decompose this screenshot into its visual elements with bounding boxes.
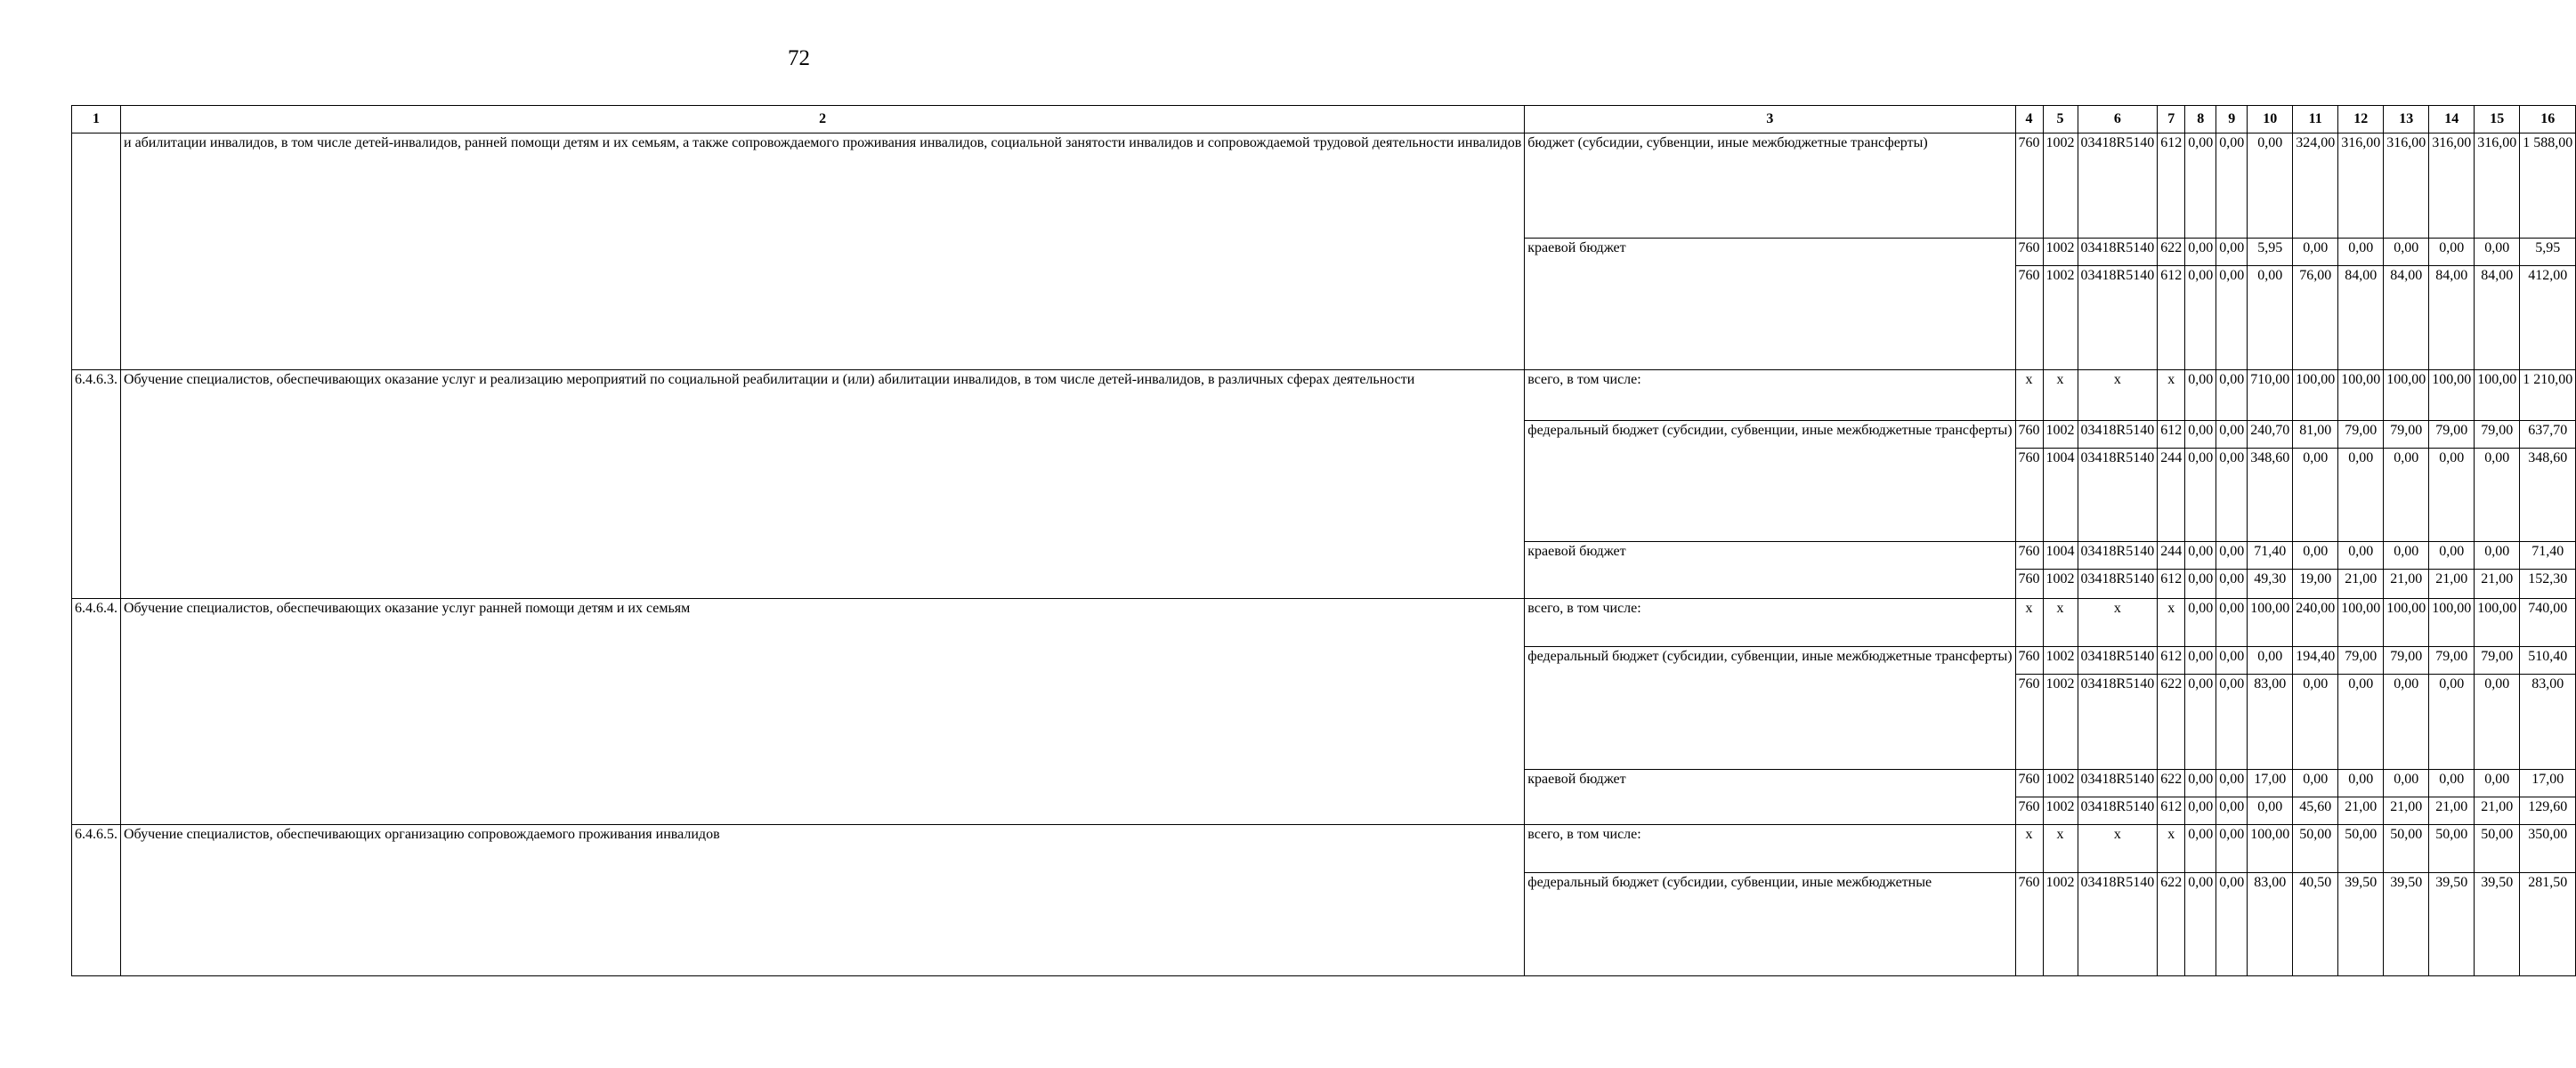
header-cell: 14 [2429,106,2475,134]
col4-cell: 760 [2015,797,2043,825]
col7-cell: 622 [2158,239,2185,266]
value-cell: 100,00 [2384,599,2429,647]
section-id-cell [72,134,121,370]
value-cell: 412,00 [2520,266,2576,370]
header-cell: 8 [2185,106,2216,134]
value-cell: 39,50 [2338,873,2384,976]
value-cell: 79,00 [2384,421,2429,449]
value-cell: 79,00 [2338,421,2384,449]
value-cell: 0,00 [2293,449,2338,542]
source-cell: федеральный бюджет (субсидии, субвенции, иные межбюджетные [1525,873,2015,976]
value-cell: 5,95 [2520,239,2576,266]
value-cell: 71,40 [2520,542,2576,570]
col7-cell: 612 [2158,797,2185,825]
value-cell: 84,00 [2338,266,2384,370]
value-cell: 0,00 [2185,134,2216,239]
col6-cell: 03418R5140 [2078,675,2158,770]
header-cell: 5 [2043,106,2078,134]
value-cell: 79,00 [2429,647,2475,675]
value-cell: 100,00 [2384,370,2429,421]
value-cell: 49,30 [2248,570,2293,599]
value-cell: 84,00 [2429,266,2475,370]
value-cell: 83,00 [2248,873,2293,976]
value-cell: 0,00 [2429,770,2475,797]
value-cell: 0,00 [2338,770,2384,797]
value-cell: 0,00 [2216,675,2248,770]
source-cell: краевой бюджет [1525,239,2015,370]
table-row [72,134,2576,239]
header-cell: 9 [2216,106,2248,134]
col4-cell: 760 [2015,647,2043,675]
col7-cell: 612 [2158,134,2185,239]
section-id-cell: 6.4.6.5. [72,825,121,976]
section-id-cell: 6.4.6.4. [72,599,121,825]
section-description-cell: и абилитации инвалидов, в том числе детей-инвалидов, ранней помощи детям и их семьям, а также сопровождаемого проживания инвалидов, социальной занятости инвалидов и сопровождаемой трудовой деятельности инвалидов [121,134,1525,370]
header-cell: 4 [2015,106,2043,134]
value-cell: 637,70 [2520,421,2576,449]
col4-cell: x [2015,825,2043,873]
value-cell: 21,00 [2384,570,2429,599]
value-cell: 0,00 [2384,542,2429,570]
page-number: 72 [788,46,810,70]
col7-cell: 244 [2158,542,2185,570]
value-cell: 0,00 [2216,421,2248,449]
value-cell: 194,40 [2293,647,2338,675]
value-cell: 21,00 [2338,570,2384,599]
col7-cell: x [2158,599,2185,647]
col4-cell: 760 [2015,873,2043,976]
value-cell: 0,00 [2293,239,2338,266]
col6-cell: x [2078,370,2158,421]
value-cell: 0,00 [2185,647,2216,675]
col6-cell: 03418R5140 [2078,570,2158,599]
col5-cell: 1002 [2043,675,2078,770]
value-cell: 45,60 [2293,797,2338,825]
col5-cell: 1002 [2043,421,2078,449]
value-cell: 0,00 [2185,449,2216,542]
col5-cell: 1004 [2043,542,2078,570]
value-cell: 79,00 [2475,421,2520,449]
value-cell: 79,00 [2338,647,2384,675]
value-cell: 50,00 [2293,825,2338,873]
header-cell: 3 [1525,106,2015,134]
value-cell: 0,00 [2216,770,2248,797]
value-cell: 316,00 [2338,134,2384,239]
col4-cell: 760 [2015,542,2043,570]
value-cell: 0,00 [2338,239,2384,266]
value-cell: 21,00 [2475,570,2520,599]
value-cell: 316,00 [2475,134,2520,239]
col4-cell: 760 [2015,421,2043,449]
value-cell: 79,00 [2429,421,2475,449]
value-cell: 0,00 [2185,542,2216,570]
value-cell: 76,00 [2293,266,2338,370]
value-cell: 50,00 [2338,825,2384,873]
value-cell: 0,00 [2216,542,2248,570]
value-cell: 0,00 [2185,675,2216,770]
source-cell: всего, в том числе: [1525,370,2015,421]
value-cell: 240,70 [2248,421,2293,449]
section-description-cell: Обучение специалистов, обеспечивающих организацию сопровождаемого проживания инвалидов [121,825,1525,976]
value-cell: 5,95 [2248,239,2293,266]
source-cell: федеральный бюджет (субсидии, субвенции, иные межбюджетные трансферты) [1525,647,2015,770]
value-cell: 240,00 [2293,599,2338,647]
value-cell: 0,00 [2216,599,2248,647]
col4-cell: x [2015,370,2043,421]
col7-cell: 622 [2158,675,2185,770]
header-cell: 15 [2475,106,2520,134]
value-cell: 0,00 [2185,570,2216,599]
value-cell: 324,00 [2293,134,2338,239]
value-cell: 84,00 [2384,266,2429,370]
value-cell: 510,40 [2520,647,2576,675]
value-cell: 350,00 [2520,825,2576,873]
value-cell: 100,00 [2293,370,2338,421]
col5-cell: 1002 [2043,873,2078,976]
value-cell: 0,00 [2429,239,2475,266]
value-cell: 316,00 [2384,134,2429,239]
col5-cell: 1004 [2043,449,2078,542]
value-cell: 84,00 [2475,266,2520,370]
value-cell: 0,00 [2248,647,2293,675]
value-cell: 0,00 [2338,675,2384,770]
value-cell: 316,00 [2429,134,2475,239]
col6-cell: 03418R5140 [2078,266,2158,370]
value-cell: 0,00 [2185,239,2216,266]
col6-cell: 03418R5140 [2078,449,2158,542]
value-cell: 710,00 [2248,370,2293,421]
value-cell: 0,00 [2293,675,2338,770]
header-cell: 13 [2384,106,2429,134]
value-cell: 0,00 [2216,570,2248,599]
col7-cell: 622 [2158,770,2185,797]
col7-cell: 622 [2158,873,2185,976]
value-cell: 100,00 [2429,599,2475,647]
col7-cell: 612 [2158,266,2185,370]
value-cell: 0,00 [2475,239,2520,266]
source-cell: бюджет (субсидии, субвенции, иные межбюджетные трансферты) [1525,134,2015,239]
header-cell: 7 [2158,106,2185,134]
value-cell: 0,00 [2185,266,2216,370]
value-cell: 0,00 [2216,239,2248,266]
col7-cell: 244 [2158,449,2185,542]
col4-cell: 760 [2015,570,2043,599]
col4-cell: 760 [2015,770,2043,797]
value-cell: 39,50 [2429,873,2475,976]
value-cell: 39,50 [2475,873,2520,976]
value-cell: 0,00 [2338,449,2384,542]
col4-cell: 760 [2015,239,2043,266]
value-cell: 0,00 [2185,873,2216,976]
header-row [72,106,2576,134]
value-cell: 17,00 [2520,770,2576,797]
col5-cell: 1002 [2043,647,2078,675]
value-cell: 100,00 [2475,599,2520,647]
value-cell: 81,00 [2293,421,2338,449]
value-cell: 0,00 [2248,797,2293,825]
total-row [72,370,2576,421]
col4-cell: x [2015,599,2043,647]
value-cell: 0,00 [2216,873,2248,976]
source-cell: краевой бюджет [1525,542,2015,599]
value-cell: 79,00 [2384,647,2429,675]
value-cell: 0,00 [2216,825,2248,873]
value-cell: 0,00 [2185,421,2216,449]
value-cell: 0,00 [2384,770,2429,797]
value-cell: 40,50 [2293,873,2338,976]
total-row [72,825,2576,873]
col4-cell: 760 [2015,449,2043,542]
col5-cell: 1002 [2043,770,2078,797]
value-cell: 0,00 [2216,797,2248,825]
value-cell: 83,00 [2248,675,2293,770]
col5-cell: 1002 [2043,134,2078,239]
section-description-cell: Обучение специалистов, обеспечивающих оказание услуг ранней помощи детям и их семьям [121,599,1525,825]
value-cell: 0,00 [2475,449,2520,542]
value-cell: 50,00 [2475,825,2520,873]
col6-cell: 03418R5140 [2078,239,2158,266]
value-cell: 0,00 [2185,370,2216,421]
source-cell: краевой бюджет [1525,770,2015,825]
value-cell: 129,60 [2520,797,2576,825]
total-row [72,599,2576,647]
header-cell: 10 [2248,106,2293,134]
col6-cell: 03418R5140 [2078,797,2158,825]
value-cell: 0,00 [2216,449,2248,542]
col5-cell: x [2043,370,2078,421]
col6-cell: 03418R5140 [2078,542,2158,570]
value-cell: 100,00 [2429,370,2475,421]
value-cell: 0,00 [2185,770,2216,797]
value-cell: 0,00 [2475,542,2520,570]
value-cell: 0,00 [2384,675,2429,770]
source-cell: федеральный бюджет (субсидии, субвенции, иные межбюджетные трансферты) [1525,421,2015,542]
value-cell: 83,00 [2520,675,2576,770]
value-cell: 100,00 [2248,825,2293,873]
value-cell: 0,00 [2429,449,2475,542]
value-cell: 0,00 [2248,134,2293,239]
value-cell: 21,00 [2384,797,2429,825]
col4-cell: 760 [2015,134,2043,239]
header-cell: 6 [2078,106,2158,134]
value-cell: 348,60 [2520,449,2576,542]
value-cell: 19,00 [2293,570,2338,599]
col6-cell: 03418R5140 [2078,647,2158,675]
header-cell: 12 [2338,106,2384,134]
value-cell: 21,00 [2338,797,2384,825]
value-cell: 0,00 [2185,797,2216,825]
col5-cell: x [2043,599,2078,647]
value-cell: 50,00 [2384,825,2429,873]
value-cell: 0,00 [2338,542,2384,570]
value-cell: 0,00 [2293,770,2338,797]
value-cell: 348,60 [2248,449,2293,542]
value-cell: 0,00 [2429,675,2475,770]
col7-cell: 612 [2158,570,2185,599]
value-cell: 79,00 [2475,647,2520,675]
value-cell: 0,00 [2475,770,2520,797]
col4-cell: 760 [2015,266,2043,370]
value-cell: 281,50 [2520,873,2576,976]
source-cell: всего, в том числе: [1525,599,2015,647]
value-cell: 0,00 [2384,449,2429,542]
col5-cell: 1002 [2043,797,2078,825]
value-cell: 0,00 [2248,266,2293,370]
value-cell: 100,00 [2475,370,2520,421]
col5-cell: x [2043,825,2078,873]
value-cell: 0,00 [2475,675,2520,770]
value-cell: 0,00 [2293,542,2338,570]
col5-cell: 1002 [2043,570,2078,599]
col4-cell: 760 [2015,675,2043,770]
value-cell: 1 588,00 [2520,134,2576,239]
value-cell: 740,00 [2520,599,2576,647]
value-cell: 17,00 [2248,770,2293,797]
value-cell: 100,00 [2338,599,2384,647]
value-cell: 1 210,00 [2520,370,2576,421]
value-cell: 100,00 [2248,599,2293,647]
value-cell: 21,00 [2429,570,2475,599]
value-cell: 0,00 [2429,542,2475,570]
value-cell: 71,40 [2248,542,2293,570]
col6-cell: x [2078,599,2158,647]
source-cell: всего, в том числе: [1525,825,2015,873]
value-cell: 39,50 [2384,873,2429,976]
col6-cell: 03418R5140 [2078,421,2158,449]
col6-cell: 03418R5140 [2078,134,2158,239]
value-cell: 0,00 [2216,266,2248,370]
col6-cell: x [2078,825,2158,873]
value-cell: 0,00 [2185,825,2216,873]
col7-cell: x [2158,370,2185,421]
col7-cell: 612 [2158,647,2185,675]
value-cell: 100,00 [2338,370,2384,421]
col7-cell: 612 [2158,421,2185,449]
col5-cell: 1002 [2043,266,2078,370]
value-cell: 21,00 [2475,797,2520,825]
header-cell: 11 [2293,106,2338,134]
header-cell: 16 [2520,106,2576,134]
col6-cell: 03418R5140 [2078,770,2158,797]
col6-cell: 03418R5140 [2078,873,2158,976]
value-cell: 21,00 [2429,797,2475,825]
value-cell: 50,00 [2429,825,2475,873]
budget-table [71,105,2576,976]
col7-cell: x [2158,825,2185,873]
value-cell: 0,00 [2384,239,2429,266]
value-cell: 0,00 [2185,599,2216,647]
value-cell: 152,30 [2520,570,2576,599]
section-id-cell: 6.4.6.3. [72,370,121,599]
header-cell: 2 [121,106,1525,134]
col5-cell: 1002 [2043,239,2078,266]
section-description-cell: Обучение специалистов, обеспечивающих оказание услуг и реализацию мероприятий по социальной реабилитации и (или) абилитации инвалидов, в том числе детей-инвалидов, в различных сферах деятельности [121,370,1525,599]
value-cell: 0,00 [2216,647,2248,675]
value-cell: 0,00 [2216,370,2248,421]
header-cell: 1 [72,106,121,134]
value-cell: 0,00 [2216,134,2248,239]
